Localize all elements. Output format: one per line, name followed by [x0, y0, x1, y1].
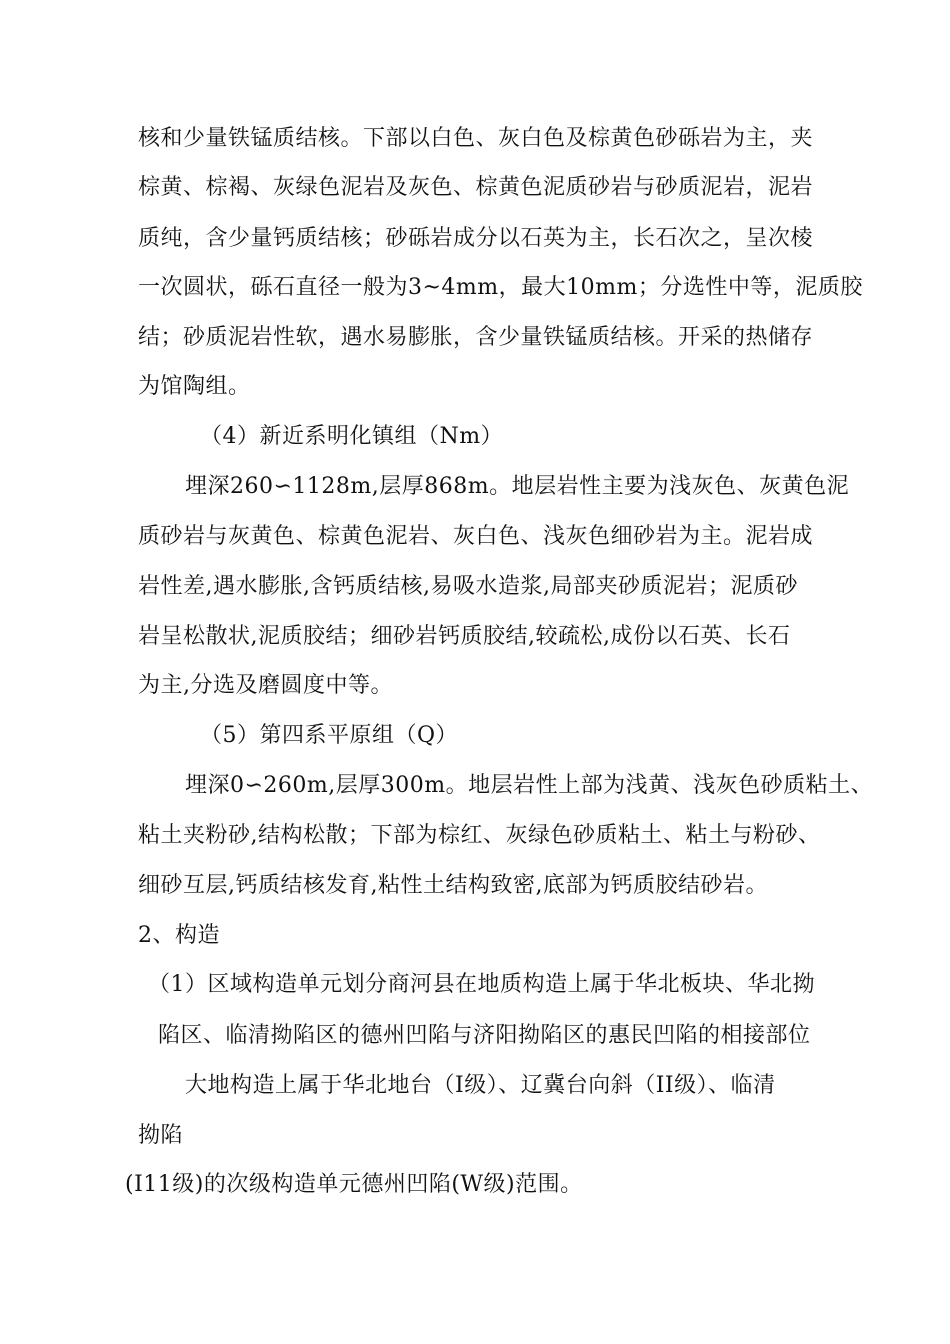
section-heading-5: （5）第四系平原组（Q） — [200, 723, 459, 748]
text-line: 陷区、临清拗陷区的德州凹陷与济阳拗陷区的惠民凹陷的相接部位 — [158, 1023, 811, 1048]
text-line: 岩呈松散状,泥质胶结；细砂岩钙质胶结,较疏松,成份以石英、长石 — [138, 624, 791, 649]
text-line: （1）区域构造单元划分商河县在地质构造上属于华北板块、华北拗 — [148, 972, 815, 997]
text-line: 粘土夹粉砂,结构松散；下部为棕红、灰绿色砂质粘土、粘土与粉砂、 — [138, 823, 821, 848]
section-heading-structure: 2、构造 — [138, 923, 220, 948]
text-line: 埋深0∽260m,层厚300m。地层岩性上部为浅黄、浅灰色砂质粘土、 — [185, 773, 874, 798]
text-line: 拗陷 — [138, 1123, 184, 1148]
text-line: 埋深260∽1128m,层厚868m。地层岩性主要为浅灰色、灰黄色泥 — [185, 474, 850, 499]
text-line: 结；砂质泥岩性软，遇水易膨胀，含少量铁锰质结核。开采的热储存 — [138, 325, 814, 350]
text-line: 质纯，含少量钙质结核；砂砾岩成分以石英为主，长石次之，呈次棱 — [138, 226, 814, 251]
text-line: 岩性差,遇水膨胀,含钙质结核,易吸水造浆,局部夹砂质泥岩；泥质砂 — [138, 574, 798, 599]
text-line: 细砂互层,钙质结核发育,粘性土结构致密,底部为钙质胶结砂岩。 — [138, 873, 768, 898]
text-line: 棕黄、棕褐、灰绿色泥岩及灰色、棕黄色泥质砂岩与砂质泥岩，泥岩 — [138, 175, 814, 200]
text-line: (I11级)的次级构造单元德州凹陷(W级)范围。 — [125, 1172, 583, 1197]
text-line: 一次圆状，砾石直径一般为3~4mm，最大10mm；分选性中等，泥质胶 — [138, 275, 863, 300]
text-line: 核和少量铁锰质结核。下部以白色、灰白色及棕黄色砂砾岩为主，夹 — [138, 126, 814, 151]
text-line: 大地构造上属于华北地台（I级）、辽冀台向斜（II级）、临清 — [185, 1073, 776, 1098]
text-line: 为主,分选及磨圆度中等。 — [138, 673, 393, 698]
text-line: 为馆陶组。 — [138, 374, 251, 399]
text-line: 质砂岩与灰黄色、棕黄色泥岩、灰白色、浅灰色细砂岩为主。泥岩成 — [138, 524, 814, 549]
section-heading-4: （4）新近系明化镇组（Nm） — [200, 424, 504, 449]
